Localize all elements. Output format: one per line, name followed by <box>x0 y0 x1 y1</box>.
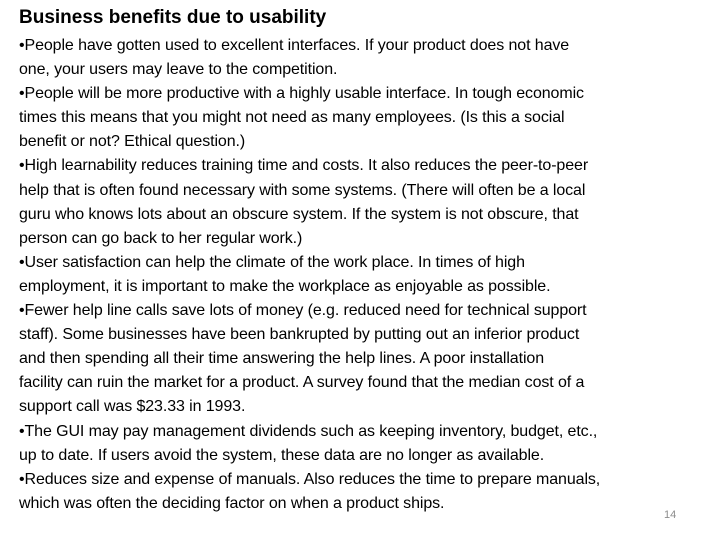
bullet-line: •High learnability reduces training time and costs. It also reduces the peer-to-peer <box>19 157 589 175</box>
bullet-line: •People will be more productive with a highly usable interface. In tough economic <box>19 85 584 103</box>
bullet-item <box>19 251 707 299</box>
bullet-item <box>19 154 707 250</box>
bullet-item <box>19 420 707 468</box>
bullet-line: guru who knows lots about an obscure system. If the system is not obscure, that <box>19 205 579 223</box>
bullet-line: which was often the deciding factor on when a product ships. <box>19 494 445 512</box>
bullet-line: facility can ruin the market for a product. A survey found that the median cost of a <box>19 374 585 392</box>
bullet-line: employment, it is important to make the workplace as enjoyable as possible. <box>19 277 551 295</box>
bullet-line: staff). Some businesses have been bankrupted by putting out an inferior product <box>19 326 580 344</box>
bullet-line: •User satisfaction can help the climate of the work place. In times of high <box>19 253 525 271</box>
bullet-line: one, your users may leave to the competition. <box>19 61 338 79</box>
bullet-line: •The GUI may pay management dividends such as keeping inventory, budget, etc., <box>19 422 598 440</box>
bullet-item <box>19 468 707 516</box>
bullet-list <box>19 34 707 516</box>
bullet-line: support call was $23.33 in 1993. <box>19 398 246 416</box>
bullet-item <box>19 299 707 419</box>
page-number: 14 <box>664 509 677 521</box>
bullet-line: times this means that you might not need as many employees. (Is this a social <box>19 109 565 127</box>
bullet-item <box>19 82 707 154</box>
bullet-line: •Reduces size and expense of manuals. Also reduces the time to prepare manuals, <box>19 470 601 488</box>
bullet-line: person can go back to her regular work.) <box>19 229 303 247</box>
slide-title: Business benefits due to usability <box>19 7 327 28</box>
bullet-item <box>19 34 707 82</box>
bullet-line: •Fewer help line calls save lots of money (e.g. reduced need for technical support <box>19 302 587 320</box>
bullet-line: up to date. If users avoid the system, these data are no longer as available. <box>19 446 545 464</box>
bullet-line: and then spending all their time answering the help lines. A poor installation <box>19 350 544 368</box>
bullet-line: help that is often found necessary with some systems. (There will often be a local <box>19 181 586 199</box>
bullet-line: benefit or not? Ethical question.) <box>19 133 246 151</box>
bullet-line: •People have gotten used to excellent interfaces. If your product does not have <box>19 37 570 54</box>
